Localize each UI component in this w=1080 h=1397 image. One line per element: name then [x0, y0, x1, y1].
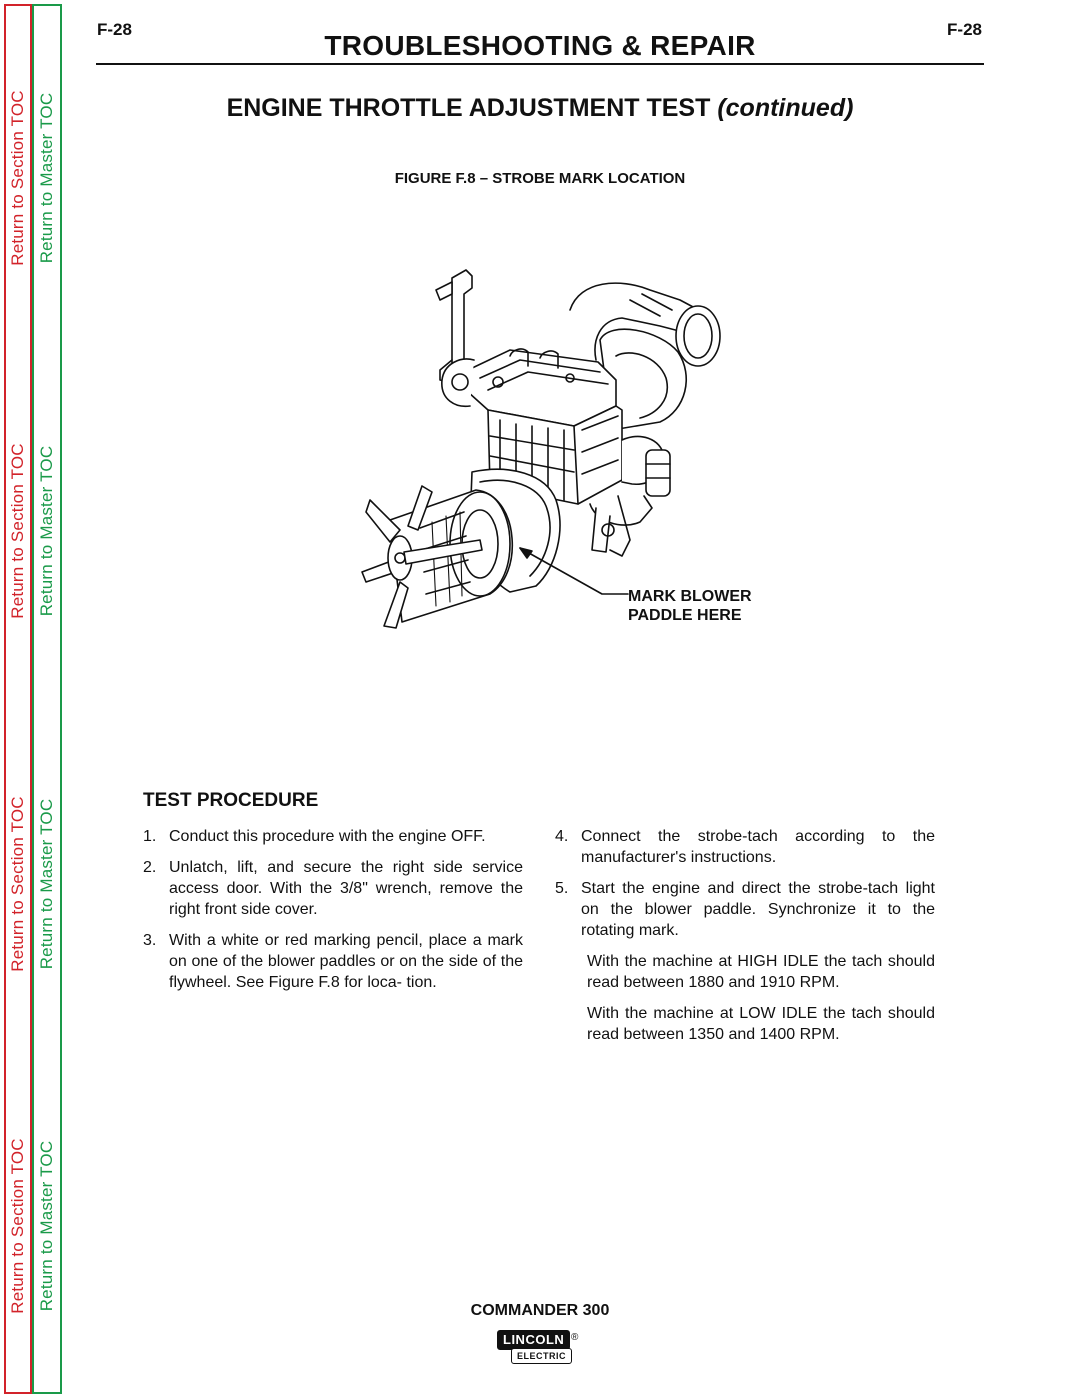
page-number-left: F-28 [97, 20, 132, 39]
step-text: Conduct this procedure with the engine OFF. [169, 828, 486, 845]
section-title-continued: (continued) [717, 94, 854, 122]
step-number: 1. [143, 828, 157, 845]
procedure-left-column [143, 826, 523, 1003]
step-number: 5. [555, 880, 569, 897]
section-title [96, 94, 984, 123]
return-to-master-toc-link[interactable]: Return to Master TOC [37, 445, 56, 617]
figure-callout-label [628, 587, 752, 625]
procedure-step [555, 826, 935, 868]
procedure-right-column [555, 826, 935, 1055]
section-toc-column [4, 4, 32, 1394]
return-to-master-toc-link[interactable]: Return to Master TOC [37, 92, 56, 264]
logo-electric-text: ELECTRIC [511, 1348, 572, 1364]
step-number: 3. [143, 932, 157, 949]
procedure-step [143, 930, 523, 993]
return-to-master-toc-link[interactable]: Return to Master TOC [37, 798, 56, 970]
engine-illustration [360, 260, 780, 640]
section-title-main: ENGINE THROTTLE ADJUSTMENT TEST [226, 94, 711, 122]
step-number: 4. [555, 828, 569, 845]
callout-line-1: MARK BLOWER [628, 588, 752, 605]
footer-model-name: COMMANDER 300 [470, 1302, 610, 1319]
return-to-section-toc-link[interactable]: Return to Section TOC [8, 90, 27, 266]
test-procedure-heading: TEST PROCEDURE [143, 790, 319, 811]
rpm-note-low-idle: With the machine at LOW IDLE the tach should read between 1350 and 1400 RPM. [587, 1005, 935, 1043]
return-to-master-toc-link[interactable]: Return to Master TOC [37, 1140, 56, 1312]
step-text: With a white or red marking pencil, place a mark on one of the blower paddles or on the side of the flywheel. See Figure F.8 for loca- tion. [169, 932, 523, 991]
header-divider [96, 63, 984, 65]
page-number-right: F-28 [947, 20, 982, 39]
step-text: Connect the strobe-tach according to the manufacturer's instructions. [581, 828, 935, 866]
step-text: Start the engine and direct the strobe-tach light on the blower paddle. Synchronize it to the rotating mark. [581, 880, 935, 939]
return-to-section-toc-link[interactable]: Return to Section TOC [8, 1138, 27, 1314]
procedure-step [143, 826, 523, 847]
rpm-note-high-idle: With the machine at HIGH IDLE the tach should read between 1880 and 1910 RPM. [587, 953, 935, 991]
figure-caption: FIGURE F.8 – STROBE MARK LOCATION [394, 170, 686, 187]
master-toc-column [32, 4, 62, 1394]
logo-lincoln-text: LINCOLN [497, 1330, 570, 1350]
lincoln-electric-logo [497, 1330, 585, 1364]
step-number: 2. [143, 859, 157, 876]
return-to-section-toc-link[interactable]: Return to Section TOC [8, 796, 27, 972]
return-to-section-toc-link[interactable]: Return to Section TOC [8, 443, 27, 619]
header-title: TROUBLESHOOTING & REPAIR [324, 30, 756, 61]
procedure-step [555, 878, 935, 941]
logo-registered-mark: ® [571, 1332, 579, 1343]
step-text: Unlatch, lift, and secure the right side service access door. With the 3/8" wrench, remove the right front side cover. [169, 859, 523, 918]
callout-line-2: PADDLE HERE [628, 607, 742, 624]
procedure-step [143, 857, 523, 920]
